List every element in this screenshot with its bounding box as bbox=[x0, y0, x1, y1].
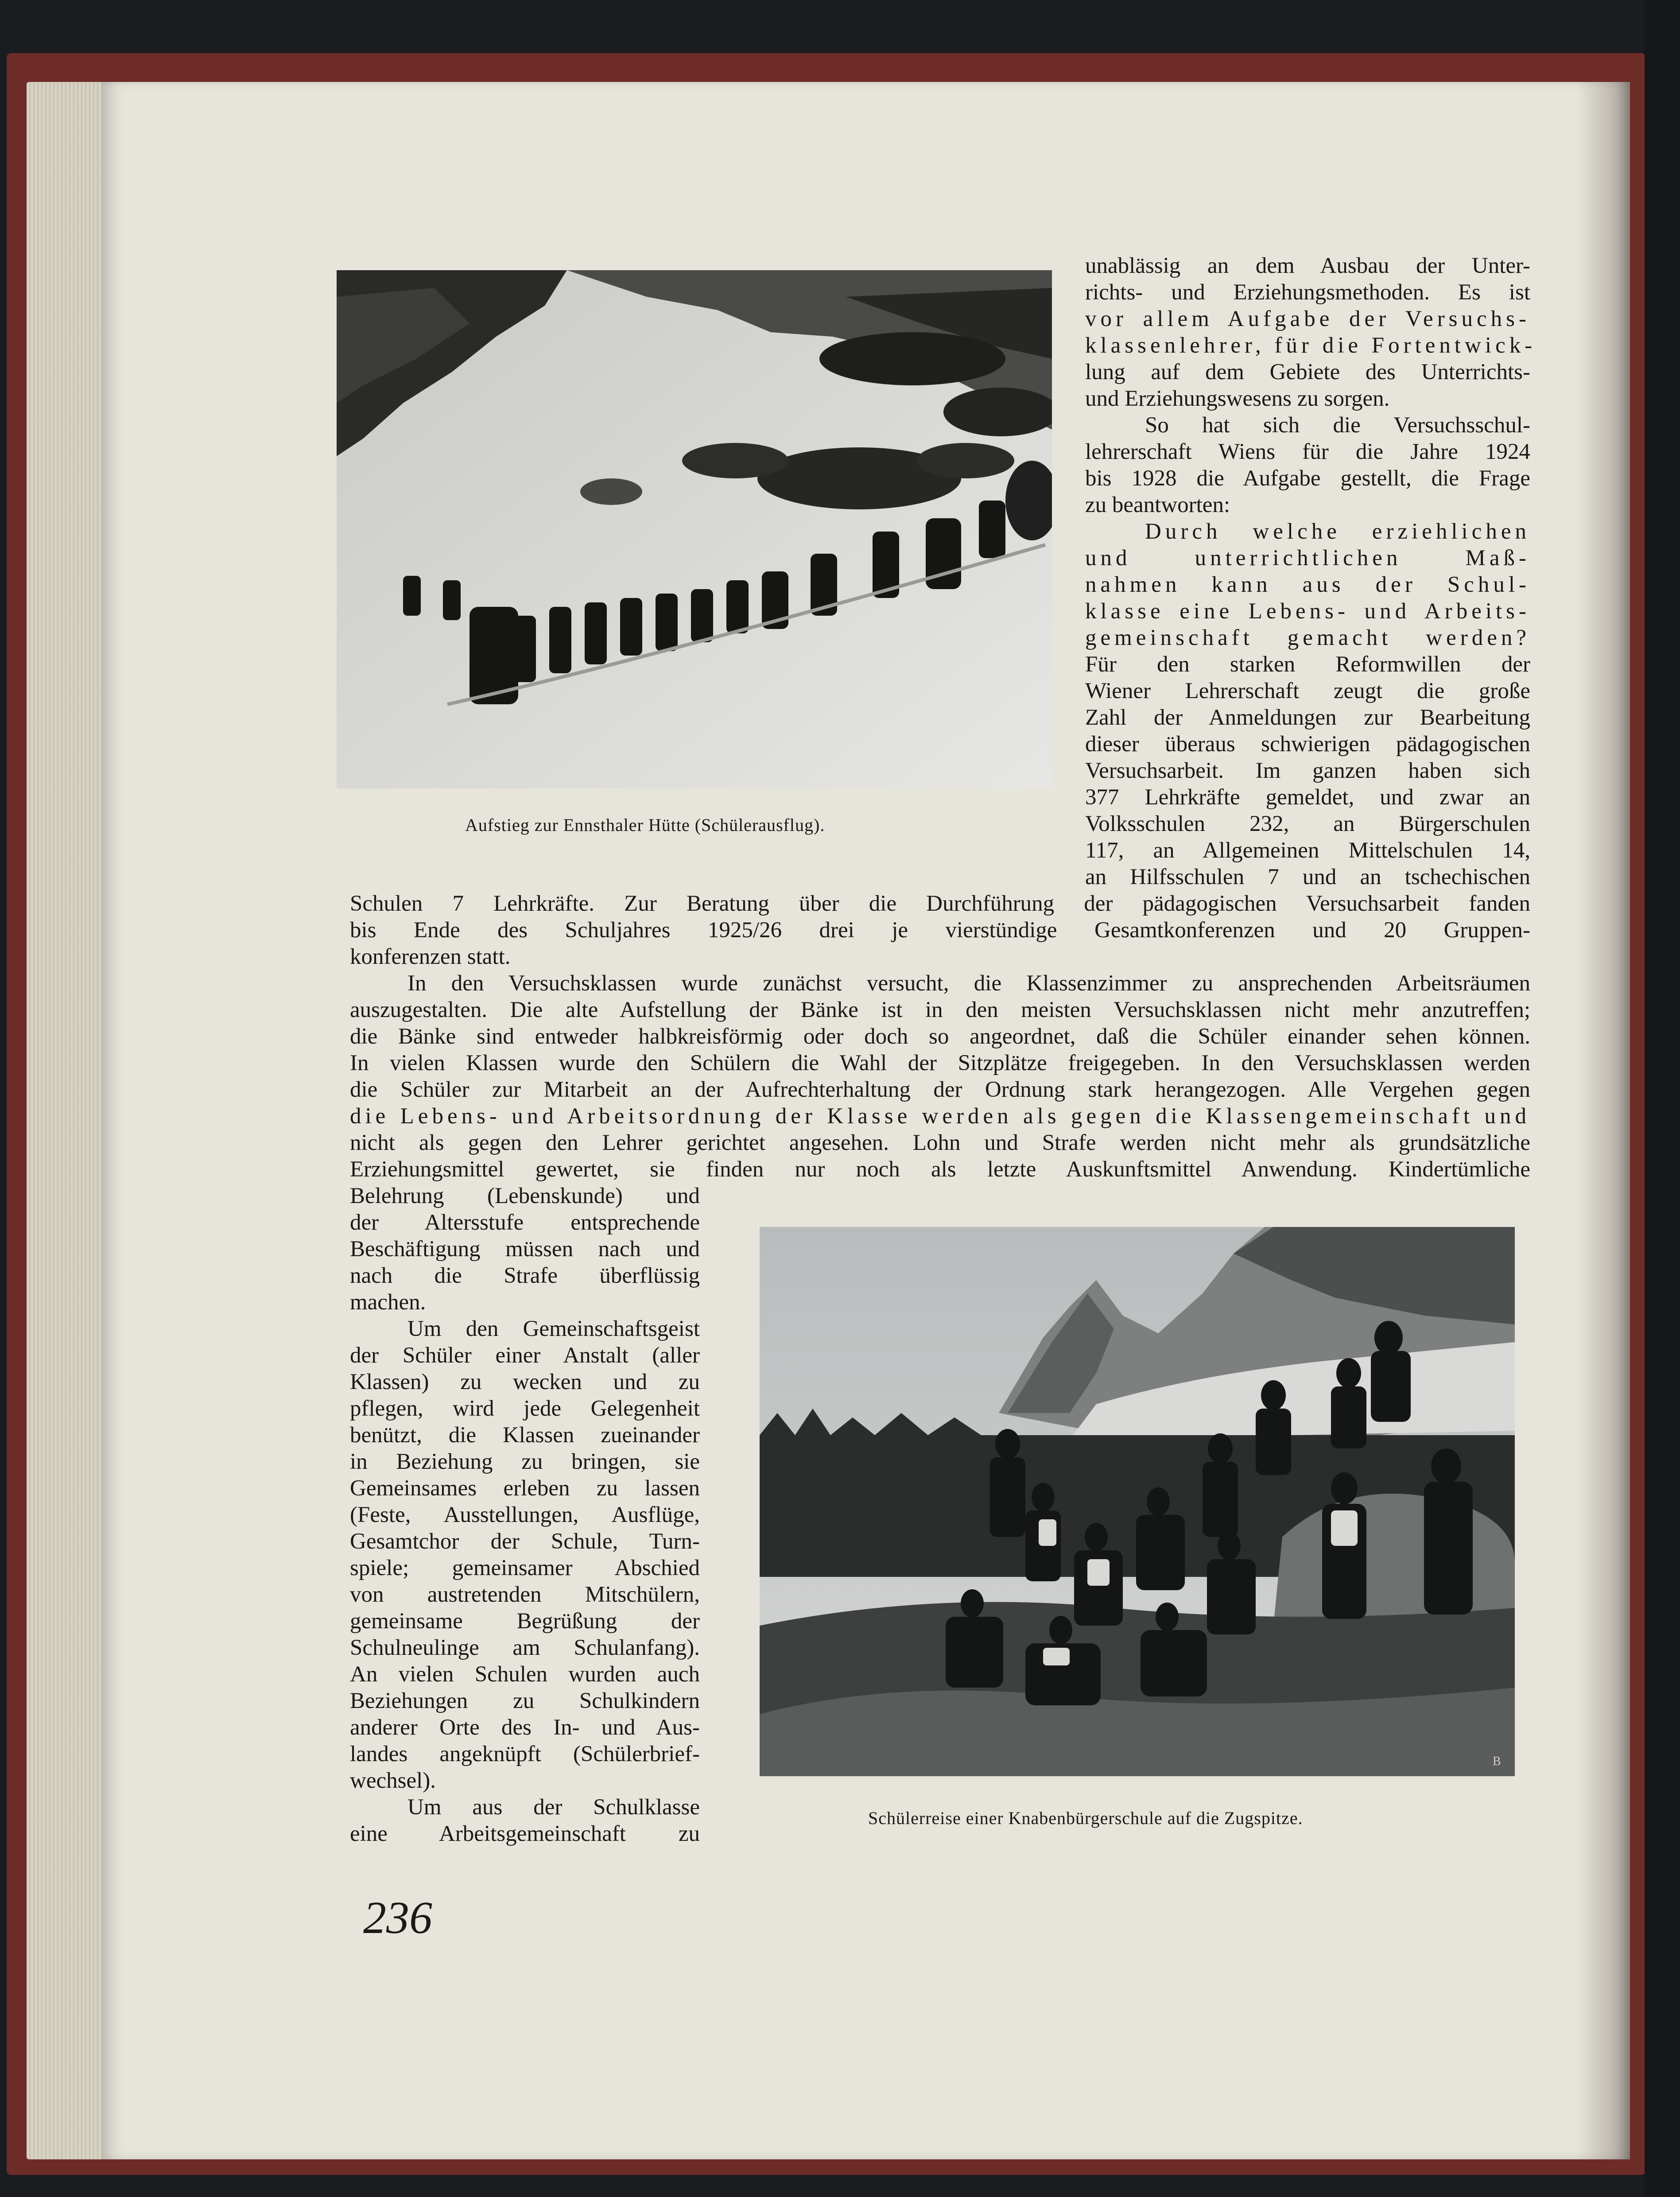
text-line: Für den starken Reformwillen der bbox=[1085, 652, 1530, 677]
text-line: spiele; gemeinsamer Abschied bbox=[350, 1556, 700, 1580]
page-number: 236 bbox=[363, 1892, 432, 1943]
text-line: So hat sich die Versuchsschul- bbox=[1145, 413, 1530, 438]
text-line: auszugestalten. Die alte Aufstellung der Bänke ist in den meisten Versuchsklassen nicht mehr anzutreffen; bbox=[350, 998, 1530, 1022]
text-line: Zahl der Anmeldungen zur Bearbeitung bbox=[1085, 705, 1530, 730]
text-line: lehrerschaft Wiens für die Jahre 1924 bbox=[1085, 439, 1530, 464]
text-line: klassenlehrer, für die Fortentwick- bbox=[1085, 333, 1536, 358]
text-line: richts- und Erziehungsmethoden. Es ist bbox=[1085, 280, 1530, 305]
text-line: Versuchsarbeit. Im ganzen haben sich bbox=[1085, 758, 1530, 783]
photo-zugspitze-group bbox=[760, 1227, 1515, 1776]
text-line: landes angeknüpft (Schülerbrief- bbox=[350, 1742, 700, 1766]
text-line: In vielen Klassen wurde den Schülern die Wahl der Sitzplätze freigegeben. In den Versuchsklassen werden bbox=[350, 1051, 1530, 1075]
text-line: nach die Strafe überflüssig bbox=[350, 1263, 700, 1288]
text-line: Schulneulinge am Schulanfang). bbox=[350, 1635, 700, 1660]
text-line: (Feste, Ausstellungen, Ausflüge, bbox=[350, 1502, 700, 1527]
text-line: Volksschulen 232, an Bürgerschulen bbox=[1085, 811, 1530, 836]
caption-photo-top: Aufstieg zur Ennsthaler Hütte (Schülerausflug). bbox=[465, 815, 825, 835]
text-line: In den Versuchsklassen wurde zunächst versucht, die Klassenzimmer zu ansprechenden Arbeitsräumen bbox=[407, 971, 1530, 996]
text-line: An vielen Schulen wurden auch bbox=[350, 1662, 700, 1687]
text-line: gemeinschaft gemacht werden? bbox=[1085, 625, 1530, 650]
text-line: nahmen kann aus der Schul- bbox=[1085, 572, 1530, 597]
text-line: von austretenden Mitschülern, bbox=[350, 1582, 700, 1607]
text-line: an Hilfsschulen 7 und an tschechischen bbox=[1085, 865, 1530, 889]
text-line: zu beantworten: bbox=[1085, 493, 1230, 517]
text-line: Um den Gemeinschaftsgeist bbox=[407, 1316, 700, 1341]
text-line: pflegen, wird jede Gelegenheit bbox=[350, 1396, 700, 1421]
photo-group-image bbox=[760, 1227, 1515, 1776]
text-line: Wiener Lehrerschaft zeugt die große bbox=[1085, 679, 1530, 703]
text-line: der Schüler einer Anstalt (aller bbox=[350, 1343, 700, 1368]
text-line: Erziehungsmittel gewertet, sie finden nur noch als letzte Auskunftsmittel Anwendung. Kindertümliche bbox=[350, 1157, 1530, 1182]
page-gutter-shadow bbox=[1577, 82, 1630, 2159]
text-line: die Schüler zur Mitarbeit an der Aufrechterhaltung der Ordnung stark herangezogen. Alle Vergehen gegen bbox=[350, 1077, 1530, 1102]
text-line: klasse eine Lebens- und Arbeits- bbox=[1085, 599, 1530, 624]
text-line: konferenzen statt. bbox=[350, 944, 511, 969]
text-line: der Altersstufe entsprechende bbox=[350, 1210, 700, 1235]
text-line: vor allem Aufgabe der Versuchs- bbox=[1085, 307, 1530, 331]
text-line: wechsel). bbox=[350, 1768, 436, 1793]
text-line: Um aus der Schulklasse bbox=[407, 1795, 700, 1820]
text-line: unablässig an dem Ausbau der Unter- bbox=[1085, 253, 1530, 278]
text-line: anderer Orte des In- und Aus- bbox=[350, 1715, 700, 1740]
text-line: in Beziehung zu bringen, sie bbox=[350, 1449, 700, 1474]
text-line: Schulen 7 Lehrkräfte. Zur Beratung über die Durchführung der pädagogischen Versuchsarbeit fanden bbox=[350, 891, 1530, 916]
text-line: Beschäftigung müssen nach und bbox=[350, 1237, 700, 1262]
text-line: bis 1928 die Aufgabe gestellt, die Frage bbox=[1085, 466, 1530, 491]
text-line: machen. bbox=[350, 1290, 426, 1315]
text-line: Belehrung (Lebenskunde) und bbox=[350, 1184, 700, 1208]
text-line: 117, an Allgemeinen Mittelschulen 14, bbox=[1085, 838, 1530, 863]
photo-snow-climb-image bbox=[337, 270, 1052, 788]
text-line: die Bänke sind entweder halbkreisförmig oder doch so angeordnet, daß die Schüler einander sehen können. bbox=[350, 1024, 1530, 1049]
text-line: Gesamtchor der Schule, Turn- bbox=[350, 1529, 700, 1554]
background-edge bbox=[1645, 0, 1680, 2197]
text-line: nicht als gegen den Lehrer gerichtet angesehen. Lohn und Strafe werden nicht mehr als grundsätzliche bbox=[350, 1130, 1530, 1155]
text-line: die Lebens- und Arbeitsordnung der Klasse werden als gegen die Klassengemeinschaft und bbox=[350, 1104, 1530, 1129]
text-line: lung auf dem Gebiete des Unterrichts- bbox=[1085, 360, 1530, 384]
text-line: Gemeinsames erleben zu lassen bbox=[350, 1476, 700, 1501]
text-line: Durch welche erziehlichen bbox=[1145, 519, 1530, 544]
text-line: 377 Lehrkräfte gemeldet, und zwar an bbox=[1085, 785, 1530, 810]
caption-photo-bottom: Schülerreise einer Knabenbürgerschule auf die Zugspitze. bbox=[868, 1808, 1303, 1828]
photo-ennsthaler-huette bbox=[337, 270, 1052, 788]
text-line: dieser überaus schwierigen pädagogischen bbox=[1085, 732, 1530, 757]
photo-monogram: B bbox=[1493, 1754, 1501, 1768]
text-line: und unterrichtlichen Maß- bbox=[1085, 546, 1530, 571]
text-line: und Erziehungswesens zu sorgen. bbox=[1085, 386, 1390, 411]
text-line: Klassen) zu wecken und zu bbox=[350, 1370, 700, 1394]
text-line: eine Arbeitsgemeinschaft zu bbox=[350, 1821, 700, 1846]
text-line: gemeinsame Begrüßung der bbox=[350, 1609, 700, 1634]
text-line: bis Ende des Schuljahres 1925/26 drei je vierstündige Gesamtkonferenzen und 20 Gruppen- bbox=[350, 918, 1530, 943]
text-line: Beziehungen zu Schulkindern bbox=[350, 1689, 700, 1713]
text-line: benützt, die Klassen zueinander bbox=[350, 1423, 700, 1448]
